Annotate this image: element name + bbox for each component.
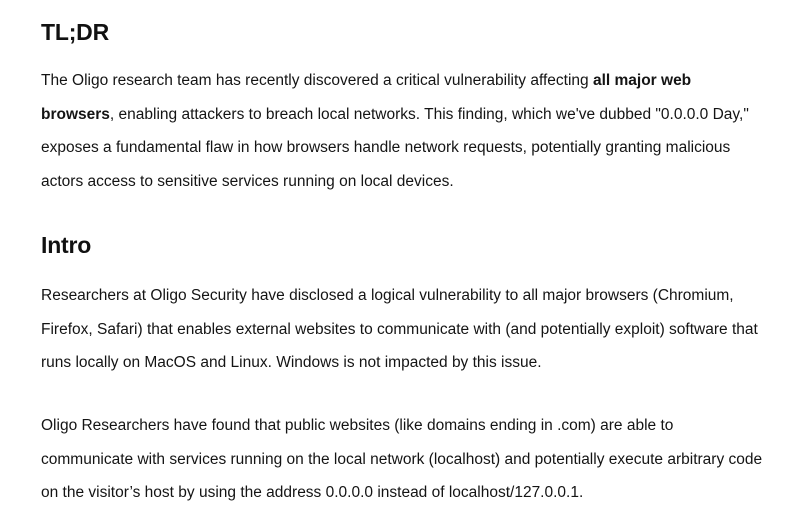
tldr-paragraph — [41, 64, 766, 198]
tldr-heading: TL;DR — [41, 19, 109, 45]
intro-paragraph-1: Researchers at Oligo Security have disclosed a logical vulnerability to all major browsers (Chromium, Firefox, Safari) that enables external websites to communicate with (and potentially exploit) software that runs locally on MacOS and Linux. Windows is not impacted by this issue. — [41, 287, 758, 371]
intro-heading: Intro — [41, 232, 92, 258]
tldr-text-end: , enabling attackers to breach local networks. This finding, which we've dubbed "0.0.0.0 Day," exposes a fundamental flaw in how browsers handle network requests, potentially granting malicious actors access to sensitive services running on local devices. — [41, 105, 749, 190]
tldr-bold-phrase: all major web browsers — [41, 72, 692, 123]
tldr-text-start: The Oligo research team has recently discovered a critical vulnerability affecting — [41, 72, 593, 89]
intro-paragraph-2: Oligo Researchers have found that public websites (like domains ending in .com) are able to communicate with services running on the local network (localhost) and potentially execute arbitrary code on the visitor’s host by using the address 0.0.0.0 instead of localhost/127.0.0.1. — [41, 417, 763, 501]
